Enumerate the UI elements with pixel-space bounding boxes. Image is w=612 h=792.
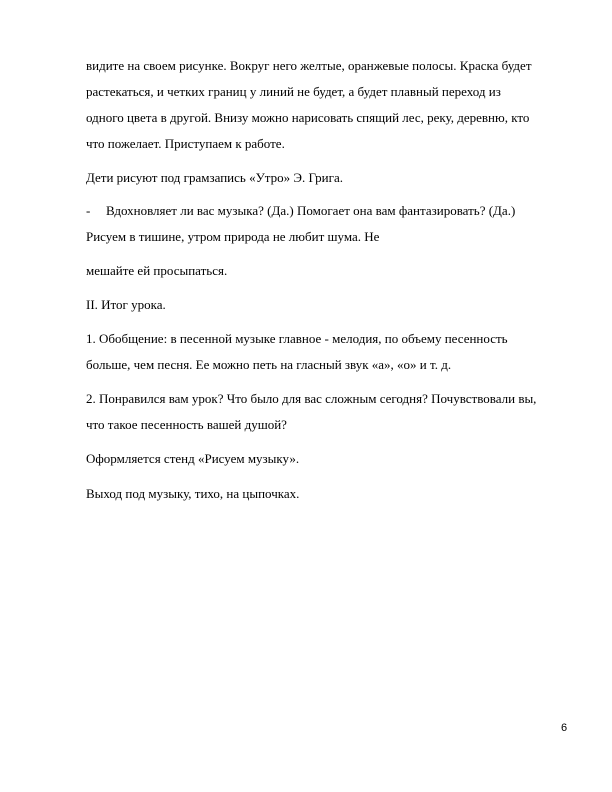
text-line: больше, чем песня. Ее можно петь на гласный звук «а», «о» и т. д. xyxy=(86,357,452,372)
text-line: растекаться, и четких границ у линий не будет, а будет плавный переход из xyxy=(86,84,501,99)
text-line: одного цвета в другой. Внизу можно нарисовать спящий лес, реку, деревню, кто xyxy=(86,110,530,125)
text-line: мешайте ей просыпаться. xyxy=(86,263,228,278)
text-line: 2. Понравился вам урок? Что было для вас сложным сегодня? Почувствовали вы, xyxy=(86,391,537,406)
text-line: Рисуем в тишине, утром природа не любит шума. Не xyxy=(86,229,380,244)
text-line: Оформляется стенд «Рисуем музыку». xyxy=(86,451,300,466)
text-line: Вдохновляет ли вас музыка? (Да.) Помогает она вам фантазировать? (Да.) xyxy=(106,203,516,218)
text-line: Дети рисуют под грамзапись «Утро» Э. Грига. xyxy=(86,170,343,185)
text-line: что пожелает. Приступаем к работе. xyxy=(86,136,285,151)
list-bullet: - xyxy=(86,203,91,218)
text-line: 1. Обобщение: в песенной музыке главное - мелодия, по объему песенность xyxy=(86,331,508,346)
section-heading: II. Итог урока. xyxy=(86,297,166,312)
page-number: 6 xyxy=(561,722,568,734)
text-line: видите на своем рисунке. Вокруг него желтые, оранжевые полосы. Краска будет xyxy=(86,58,532,73)
text-line: Выход под музыку, тихо, на цыпочках. xyxy=(86,486,300,501)
text-line: что такое песенность вашей душой? xyxy=(86,417,287,432)
